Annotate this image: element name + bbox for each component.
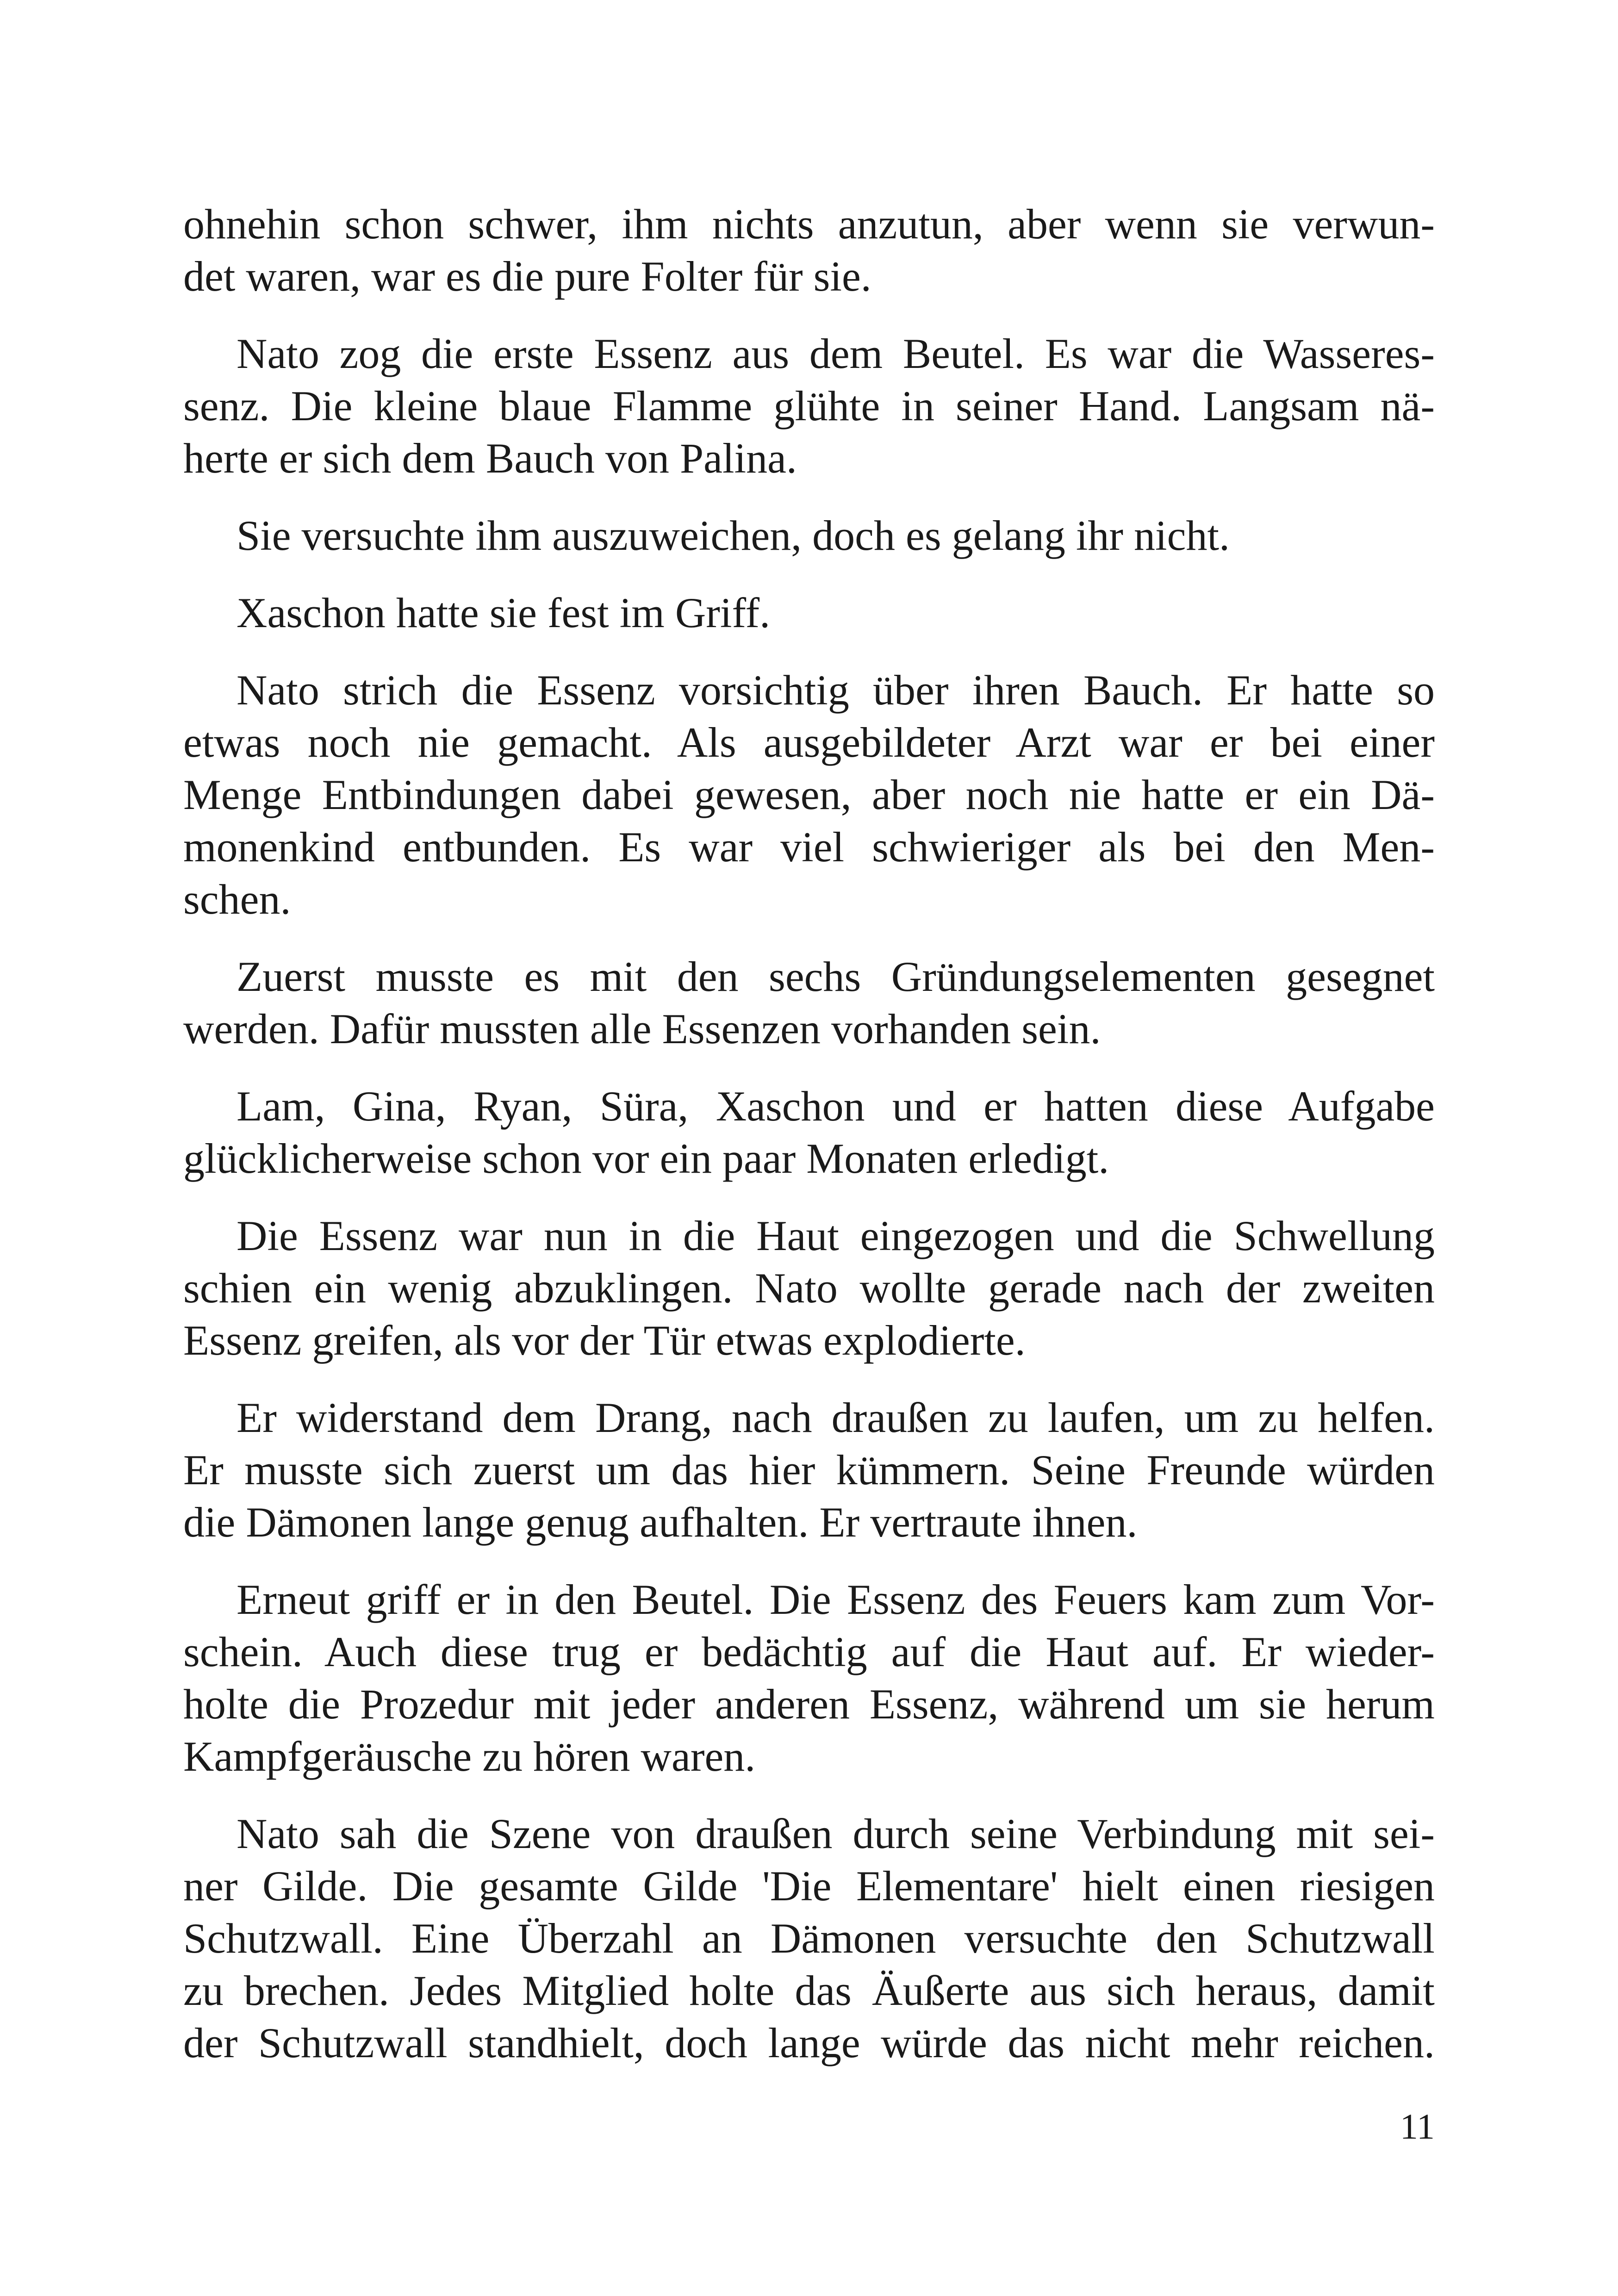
text-line: Sie versuchte ihm auszuweichen, doch es gelang ihr nicht.	[236, 512, 1230, 559]
text-line: ner Gilde. Die gesamte Gilde 'Die Elementare' hielt einen riesigen	[183, 1862, 1435, 1910]
text-line: schen.	[183, 876, 291, 923]
text-line: Nato strich die Essenz vorsichtig über ihren Bauch. Er hatte so	[236, 666, 1435, 714]
text-line: Er musste sich zuerst um das hier kümmern. Seine Freunde würden	[183, 1446, 1435, 1493]
paragraph	[183, 664, 1435, 926]
text-line: zu brechen. Jedes Mitglied holte das Äußerte aus sich heraus, damit	[183, 1967, 1435, 2014]
text-line: werden. Dafür mussten alle Essenzen vorhanden sein.	[183, 1005, 1101, 1052]
paragraph	[183, 1392, 1435, 1549]
paragraph	[183, 198, 1435, 303]
paragraph	[183, 951, 1435, 1055]
paragraph	[183, 1210, 1435, 1367]
paragraph	[183, 1808, 1435, 2069]
text-line: herte er sich dem Bauch von Palina.	[183, 435, 797, 482]
text-line: ohnehin schon schwer, ihm nichts anzutun, aber wenn sie verwun-	[183, 200, 1435, 248]
text-line: Lam, Gina, Ryan, Süra, Xaschon und er hatten diese Aufgabe	[236, 1083, 1435, 1130]
text-line: det waren, war es die pure Folter für sie.	[183, 253, 871, 300]
text-line: Erneut griff er in den Beutel. Die Essenz des Feuers kam zum Vor-	[236, 1576, 1435, 1623]
paragraph	[183, 510, 1435, 562]
text-line: etwas noch nie gemacht. Als ausgebildeter Arzt war er bei einer	[183, 719, 1435, 766]
text-line: Kampfgeräusche zu hören waren.	[183, 1733, 756, 1780]
text-line: Er widerstand dem Drang, nach draußen zu laufen, um zu helfen.	[236, 1394, 1435, 1441]
text-line: Nato sah die Szene von draußen durch seine Verbindung mit sei-	[236, 1810, 1435, 1857]
text-line: Menge Entbindungen dabei gewesen, aber noch nie hatte er ein Dä-	[183, 771, 1435, 818]
paragraph	[183, 587, 1435, 639]
text-line: Die Essenz war nun in die Haut eingezogen und die Schwellung	[236, 1212, 1435, 1259]
text-line: Schutzwall. Eine Überzahl an Dämonen versuchte den Schutzwall	[183, 1915, 1435, 1962]
text-line: monenkind entbunden. Es war viel schwieriger als bei den Men-	[183, 823, 1435, 871]
page-number: 11	[1400, 2106, 1435, 2147]
text-line: der Schutzwall standhielt, doch lange würde das nicht mehr reichen.	[183, 2019, 1435, 2066]
text-line: glücklicherweise schon vor ein paar Monaten erledigt.	[183, 1135, 1109, 1182]
paragraph	[183, 1080, 1435, 1185]
text-line: Xaschon hatte sie fest im Griff.	[236, 589, 771, 636]
paragraph	[183, 1574, 1435, 1783]
text-line: Zuerst musste es mit den sechs Gründungselementen gesegnet	[236, 953, 1435, 1000]
text-line: Nato zog die erste Essenz aus dem Beutel. Es war die Wasseres-	[236, 330, 1435, 377]
text-line: holte die Prozedur mit jeder anderen Essenz, während um sie herum	[183, 1680, 1435, 1728]
text-line: schein. Auch diese trug er bedächtig auf die Haut auf. Er wieder-	[183, 1628, 1435, 1675]
text-line: senz. Die kleine blaue Flamme glühte in seiner Hand. Langsam nä-	[183, 382, 1435, 429]
page-body	[183, 198, 1435, 2094]
text-line: Essenz greifen, als vor der Tür etwas explodierte.	[183, 1317, 1026, 1364]
text-line: die Dämonen lange genug aufhalten. Er vertraute ihnen.	[183, 1499, 1138, 1546]
text-line: schien ein wenig abzuklingen. Nato wollte gerade nach der zweiten	[183, 1264, 1435, 1312]
paragraph	[183, 328, 1435, 485]
